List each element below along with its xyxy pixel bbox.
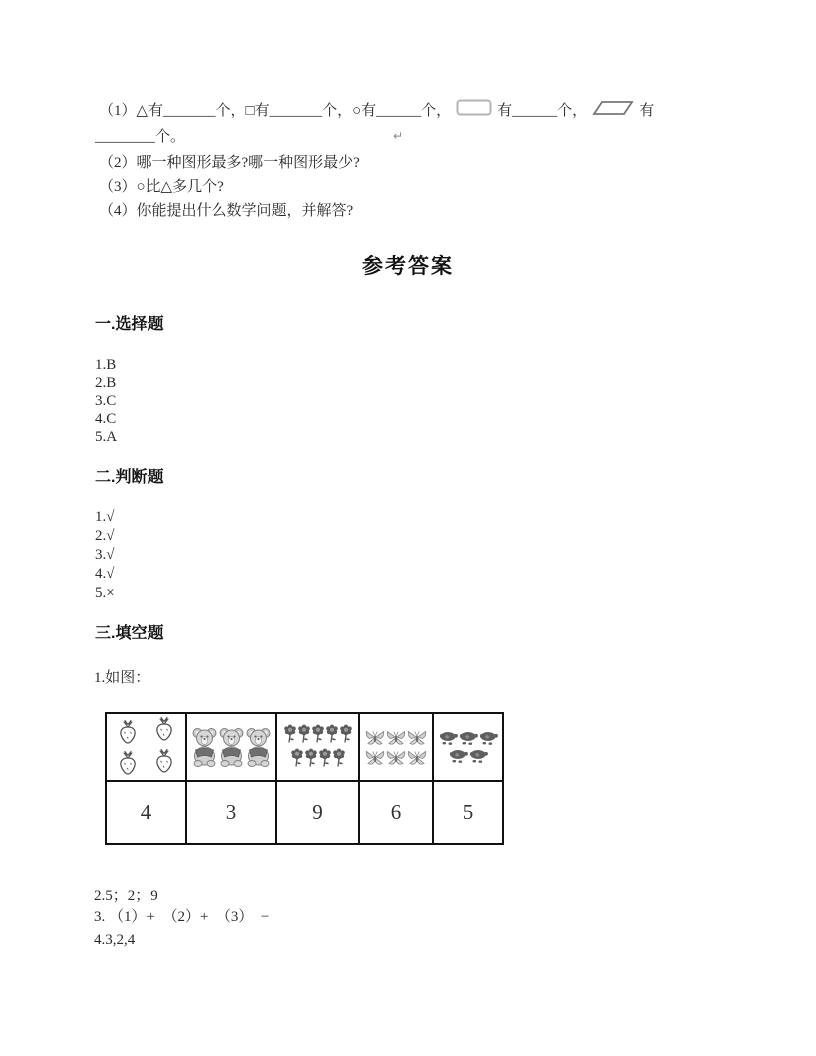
flower-icon — [283, 724, 297, 746]
table-image-cell — [359, 713, 433, 781]
flower-icon — [325, 724, 339, 746]
section-heading-choice: 一.选择题 — [95, 316, 164, 333]
butterfly-icon — [386, 729, 406, 746]
strawberry-group — [113, 718, 179, 776]
flower-group — [281, 724, 355, 770]
choice-answer-5: 5.A — [95, 429, 118, 445]
butterfly-icon — [386, 749, 406, 766]
choice-answer-3: 3.C — [95, 393, 117, 409]
choice-answer-2: 2.B — [95, 375, 117, 391]
table-image-row — [106, 713, 503, 781]
question-item-3: （3）○比△多几个? — [99, 179, 224, 195]
rectangle-icon — [456, 99, 492, 123]
parallelogram-icon — [592, 100, 634, 123]
fill-blank-question-line1 — [99, 99, 654, 123]
turtle-group — [437, 731, 499, 764]
fill-answer-3: 3. （1）+ （2）+ （3） − — [94, 909, 270, 925]
strawberry-icon — [115, 749, 141, 776]
question-item-2: （2）哪一种图形最多?哪一种图形最少? — [99, 155, 360, 171]
flower-icon — [290, 748, 304, 770]
fill-answer-2: 2.5；2；9 — [94, 888, 158, 904]
butterfly-icon — [407, 749, 427, 766]
butterfly-icon — [365, 729, 385, 746]
strawberry-icon — [151, 747, 177, 774]
answer-key-title: 参考答案 — [362, 255, 454, 278]
bear-icon — [246, 726, 271, 768]
fill-item-1-label: 1.如图： — [94, 670, 151, 686]
paragraph-mark-icon: ↵ — [393, 129, 404, 143]
flower-icon — [297, 724, 311, 746]
table-number-row — [106, 781, 503, 844]
fill-blank-question-line2: ________个。 — [95, 129, 186, 145]
butterfly-group — [364, 729, 428, 766]
choice-answer-4: 4.C — [95, 411, 117, 427]
strawberry-icon — [115, 718, 141, 745]
question-line1-part-c: 有 — [639, 103, 655, 119]
judge-answer-4: 4.√ — [95, 566, 115, 582]
section-heading-judge: 二.判断题 — [95, 469, 164, 486]
bear-icon — [219, 726, 244, 768]
table-image-cell — [276, 713, 359, 781]
section-heading-fill: 三.填空题 — [95, 625, 164, 642]
judge-answer-5: 5.× — [95, 585, 115, 601]
flower-icon — [339, 724, 353, 746]
fill-answer-4: 4.3,2,4 — [94, 932, 136, 948]
judge-answers-list — [95, 508, 115, 603]
table-image-cell — [106, 713, 186, 781]
table-image-cell — [186, 713, 276, 781]
counting-table — [105, 712, 504, 845]
bear-group — [189, 726, 273, 768]
table-answer-cell: 5 — [433, 781, 503, 844]
question-line1-part-a: （1）△有_______个，□有_______个，○有______个， — [99, 103, 452, 119]
table-answer-cell: 3 — [186, 781, 276, 844]
turtle-icon — [439, 731, 458, 746]
choice-answers-list — [95, 356, 117, 446]
table-answer-cell: 4 — [106, 781, 186, 844]
judge-answer-3: 3.√ — [95, 547, 115, 563]
judge-answer-1: 1.√ — [95, 509, 115, 525]
butterfly-icon — [407, 729, 427, 746]
judge-answer-2: 2.√ — [95, 528, 115, 544]
strawberry-icon — [151, 715, 177, 742]
turtle-icon — [479, 731, 498, 746]
question-line1-part-b: 有______个， — [497, 103, 588, 119]
turtle-icon — [449, 749, 468, 764]
table-answer-cell: 6 — [359, 781, 433, 844]
turtle-icon — [459, 731, 478, 746]
choice-answer-1: 1.B — [95, 357, 117, 373]
table-image-cell — [433, 713, 503, 781]
flower-icon — [311, 724, 325, 746]
turtle-icon — [469, 749, 488, 764]
question-item-4: （4）你能提出什么数学问题，并解答? — [99, 203, 354, 219]
butterfly-icon — [365, 749, 385, 766]
flower-icon — [304, 748, 318, 770]
flower-icon — [318, 748, 332, 770]
table-answer-cell: 9 — [276, 781, 359, 844]
flower-icon — [332, 748, 346, 770]
bear-icon — [192, 726, 217, 768]
